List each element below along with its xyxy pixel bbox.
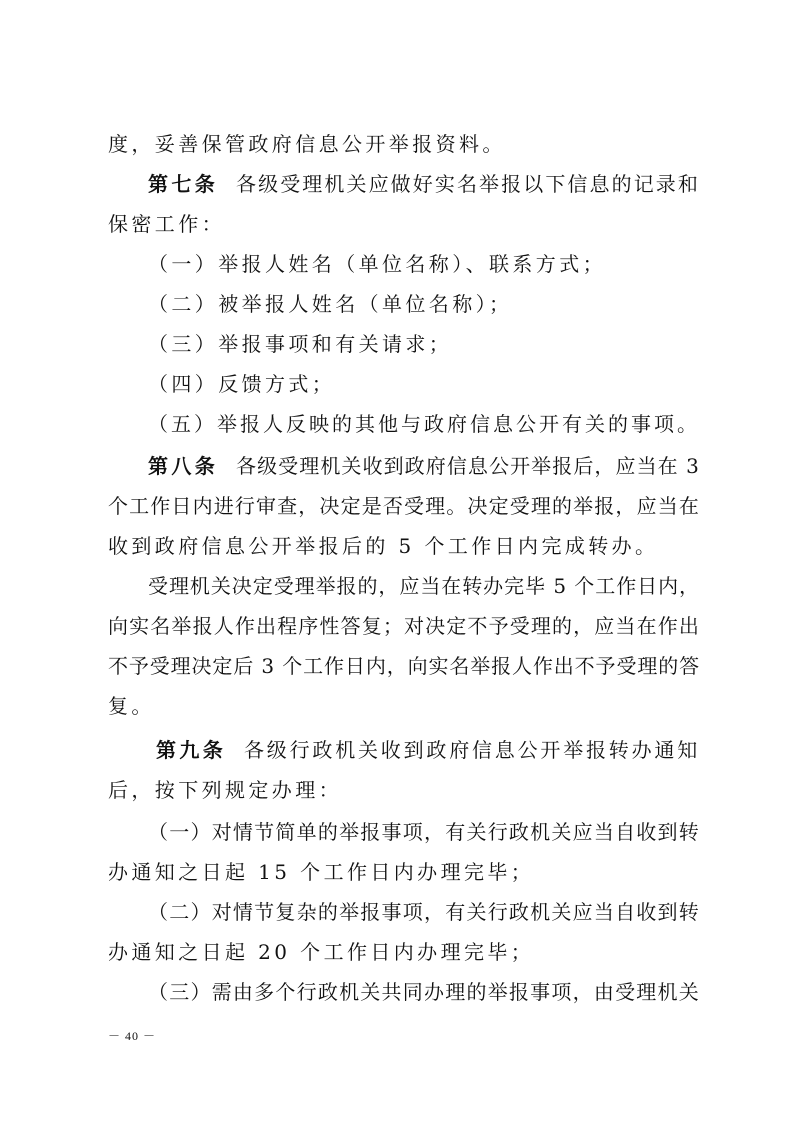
article-heading: 第九条 bbox=[156, 738, 227, 762]
paragraph-line: 办通知之日起 20 个工作日内办理完毕； bbox=[108, 940, 535, 964]
paragraph-line: 办通知之日起 15 个工作日内办理完毕； bbox=[108, 860, 535, 884]
paragraph-line: 保密工作： bbox=[108, 212, 225, 236]
list-item: （三）需由多个行政机关共同办理的举报事项，由受理机关 bbox=[148, 980, 700, 1004]
list-item: （四）反馈方式； bbox=[148, 372, 336, 396]
list-item: （三）举报事项和有关请求； bbox=[148, 332, 453, 356]
paragraph-line: 向实名举报人作出程序性答复；对决定不予受理的，应当在作出 bbox=[108, 614, 700, 638]
paragraph-line: 各级受理机关收到政府信息公开举报后，应当在 3 bbox=[236, 454, 700, 478]
paragraph-line: 受理机关决定受理举报的，应当在转办完毕 5 个工作日内， bbox=[148, 574, 700, 598]
article-heading: 第八条 bbox=[148, 454, 219, 478]
article-heading: 第七条 bbox=[148, 172, 219, 196]
list-item: （五）举报人反映的其他与政府信息公开有关的事项。 bbox=[148, 412, 700, 436]
paragraph-line: 度，妥善保管政府信息公开举报资料。 bbox=[108, 132, 506, 156]
list-item: （一）对情节简单的举报事项，有关行政机关应当自收到转 bbox=[148, 820, 700, 844]
paragraph-line: 复。 bbox=[108, 694, 155, 718]
paragraph-line: 收到政府信息公开举报后的 5 个工作日内完成转办。 bbox=[108, 534, 659, 558]
list-item: （二）对情节复杂的举报事项，有关行政机关应当自收到转 bbox=[148, 900, 700, 924]
paragraph-line: 各级行政机关收到政府信息公开举报转办通知 bbox=[244, 738, 700, 762]
paragraph-line: 个工作日内进行审查，决定是否受理。决定受理的举报，应当在 bbox=[108, 494, 700, 518]
paragraph-line: 不予受理决定后 3 个工作日内，向实名举报人作出不予受理的答 bbox=[108, 654, 700, 678]
paragraph-line: 各级受理机关应做好实名举报以下信息的记录和 bbox=[236, 172, 700, 196]
list-item: （二）被举报人姓名（单位名称）； bbox=[148, 292, 513, 316]
paragraph-line: 后，按下列规定办理： bbox=[108, 778, 342, 802]
page-number: － 40 － bbox=[108, 1029, 157, 1043]
list-item: （一）举报人姓名（单位名称）、联系方式； bbox=[148, 252, 606, 276]
